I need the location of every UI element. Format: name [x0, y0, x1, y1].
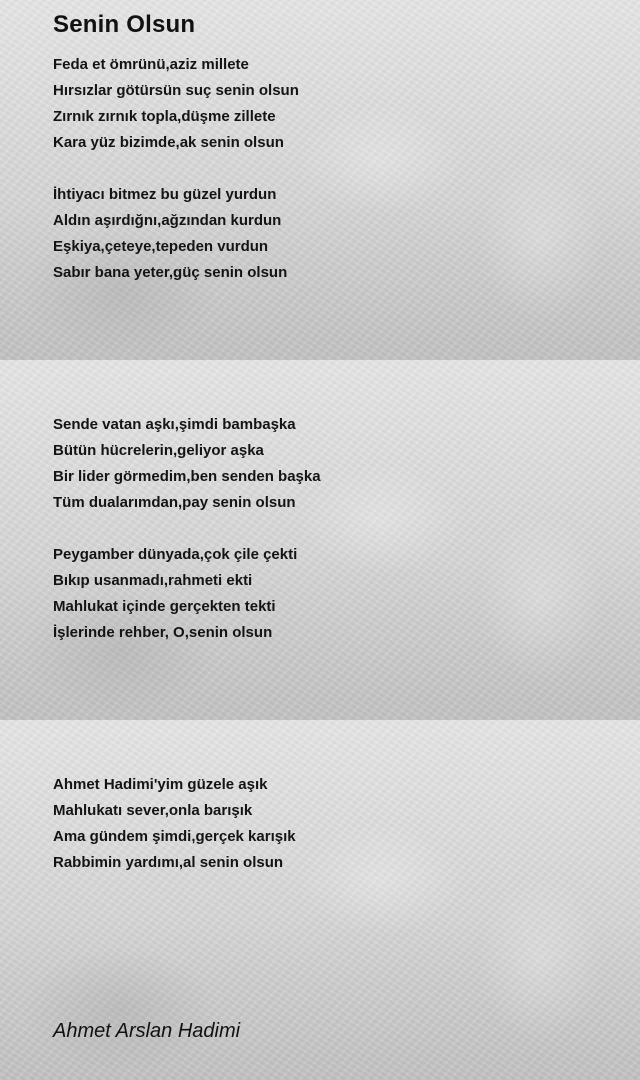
poem-line: Sende vatan aşkı,şimdi bambaşka — [53, 416, 296, 433]
poem-card-3 — [0, 720, 640, 1080]
stanza-5 — [53, 772, 296, 876]
poem-line: Mahlukatı sever,onla barışık — [53, 802, 253, 819]
poem-card-1 — [0, 0, 640, 360]
poem-title: Senin Olsun — [53, 11, 196, 38]
poem-line: Sabır bana yeter,güç senin olsun — [53, 264, 288, 281]
stanza-3 — [53, 412, 321, 516]
poem-line: İhtiyacı bitmez bu güzel yurdun — [53, 186, 277, 203]
poem-line: Eşkiya,çeteye,tepeden vurdun — [53, 238, 269, 255]
poem-line: Tüm dualarımdan,pay senin olsun — [53, 494, 296, 511]
stanza-2 — [53, 182, 287, 286]
poem-line: Mahlukat içinde gerçekten tekti — [53, 598, 276, 615]
stanza-1 — [53, 52, 299, 156]
poem-line: Hırsızlar götürsün suç senin olsun — [53, 82, 299, 99]
poem-author: Ahmet Arslan Hadimi — [53, 1020, 241, 1042]
poem-card-2 — [0, 360, 640, 720]
stanza-4 — [53, 542, 297, 646]
poem-line: Kara yüz bizimde,ak senin olsun — [53, 134, 284, 151]
poem-line: Rabbimin yardımı,al senin olsun — [53, 854, 284, 871]
poem-line: Aldın aşırdığnı,ağzından kurdun — [53, 212, 282, 229]
poem-line: Bir lider görmedim,ben senden başka — [53, 468, 321, 485]
poem-line: İşlerinde rehber, O,senin olsun — [53, 624, 273, 641]
poem-line: Feda et ömrünü,aziz millete — [53, 56, 249, 73]
poem-line: Bütün hücrelerin,geliyor aşka — [53, 442, 264, 459]
poem-line: Peygamber dünyada,çok çile çekti — [53, 546, 298, 563]
poem-line: Ahmet Hadimi'yim güzele aşık — [53, 776, 268, 793]
poem-line: Zırnık zırnık topla,düşme zillete — [53, 108, 276, 125]
poem-line: Bıkıp usanmadı,rahmeti ekti — [53, 572, 253, 589]
poem-line: Ama gündem şimdi,gerçek karışık — [53, 828, 296, 845]
